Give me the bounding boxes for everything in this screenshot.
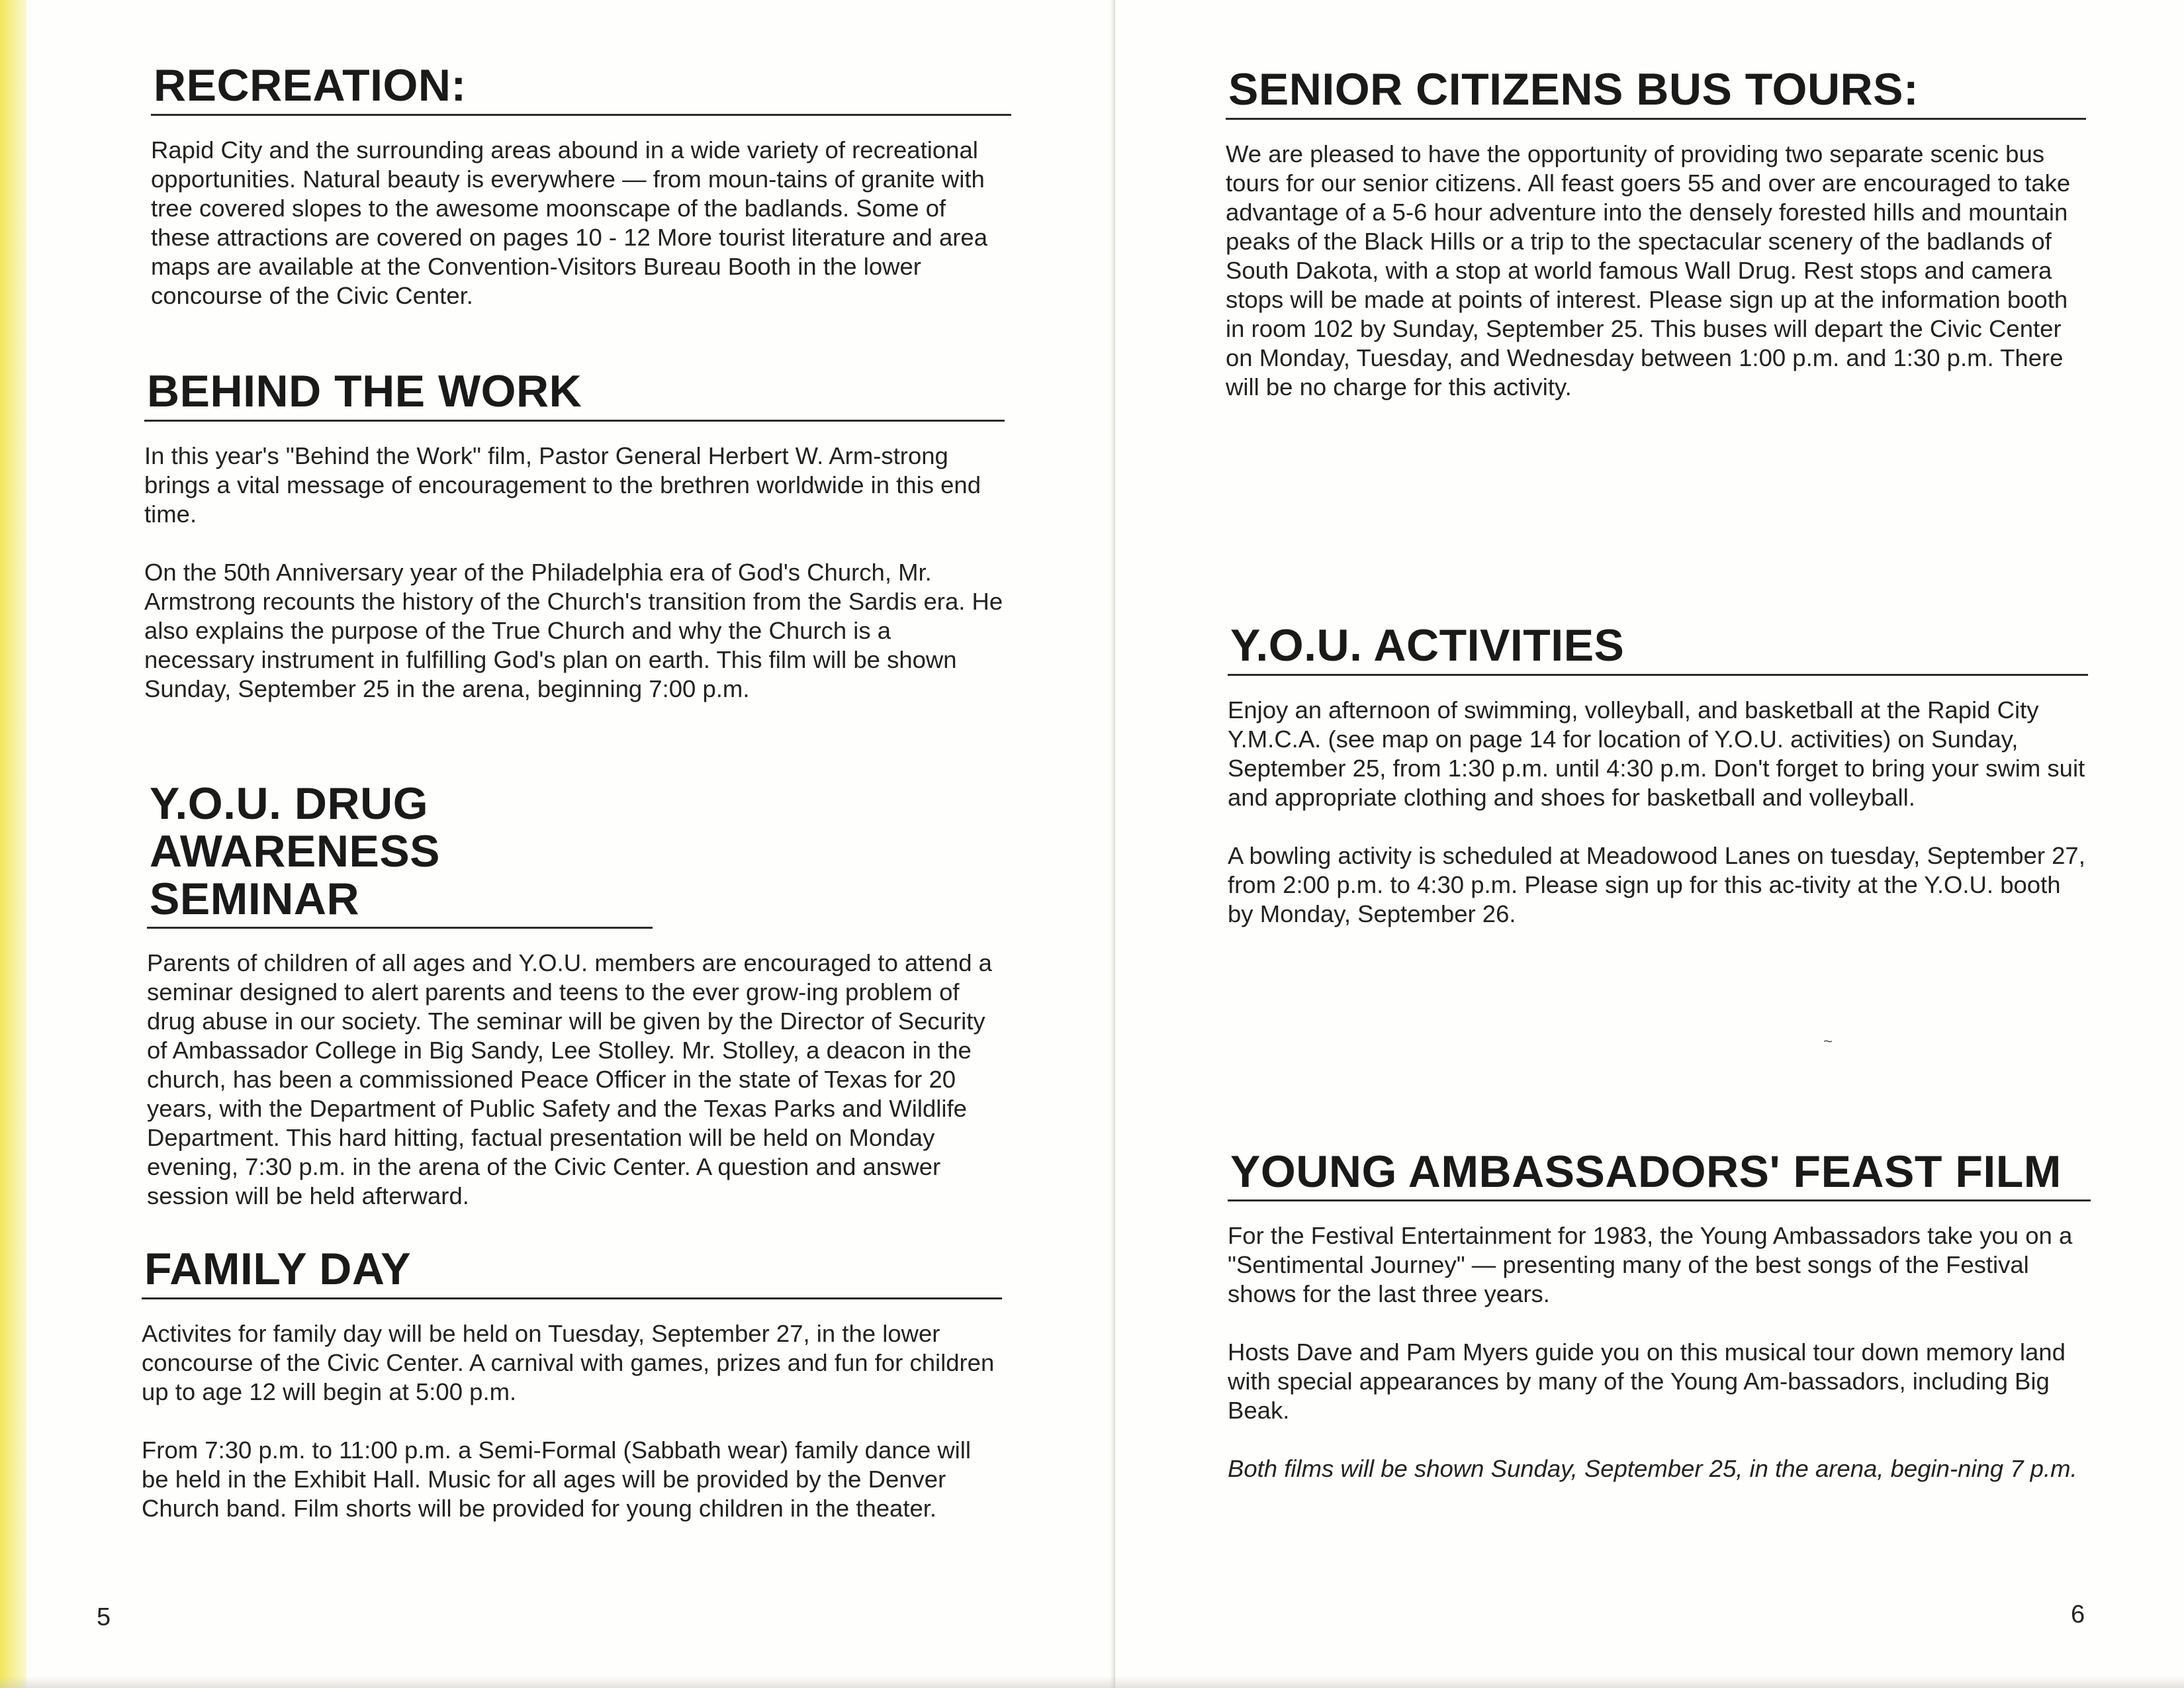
section-heading: BEHIND THE WORK [144, 367, 1005, 422]
section-paragraph: On the 50th Anniversary year of the Philadelphia era of God's Church, Mr. Armstrong recounts the history of the Church's transition from the Sardis era. He also explains the purpose of the True Church and why the Church is a necessary instrument in fulfilling God's plan on earth. This film will be shown Sunday, September 25 in the arena, beginning 7:00 p.m. [144, 559, 1003, 702]
section-drug-awareness-seminar [147, 780, 1011, 1211]
section-heading: Y.O.U. DRUG AWARENESS SEMINAR [147, 780, 653, 929]
section-paragraph: For the Festival Entertainment for 1983, the Young Ambassadors take you on a "Sentimental Journey" — presenting many of the best songs of the Festival shows for the last three years. [1228, 1222, 2073, 1307]
section-note: Both films will be shown Sunday, September 25, in the arena, begin-ning 7 p.m. [1228, 1455, 2077, 1482]
section-paragraph: A bowling activity is scheduled at Meadowood Lanes on tuesday, September 27, from 2:00 p.m. to 4:30 p.m. Please sign up for this ac-tivity at the Y.O.U. booth by Monday, September 26. [1228, 842, 2085, 927]
section-paragraph: From 7:30 p.m. to 11:00 p.m. a Semi-Formal (Sabbath wear) family dance will be held in the Exhibit Hall. Music for all ages will be provided by the Denver Church band. Film shorts will be provided for young children in the theater. [142, 1436, 971, 1522]
section-you-activities [1228, 621, 2088, 929]
section-heading: RECREATION: [151, 61, 1011, 116]
yellow-page-edge [0, 0, 26, 1688]
page-bottom-shadow [0, 1676, 2184, 1688]
section-behind-the-work [144, 367, 1005, 704]
section-paragraph: In this year's "Behind the Work" film, Pastor General Herbert W. Arm-strong brings a vital message of encouragement to the brethren worldwide in this end time. [144, 442, 981, 528]
section-senior-bus-tours [1226, 65, 2086, 402]
right-page [1115, 0, 2184, 1688]
section-paragraph: Rapid City and the surrounding areas abound in a wide variety of recreational opportunities. Natural beauty is everywhere — from moun-tains of granite with tree covered slopes to the awesome moonscape of the badlands. Some of these attractions are covered on pages 10 - 12 More tourist literature and area maps are available at the Convention-Visitors Bureau Booth in the lower concourse of the Civic Center. [151, 136, 988, 309]
section-heading: FAMILY DAY [142, 1244, 1002, 1299]
section-paragraph: We are pleased to have the opportunity of providing two separate scenic bus tours for our senior citizens. All feast goers 55 and over are encouraged to take advantage of a 5-6 hour adventure into the densely forested hills and mountain peaks of the Black Hills or a trip to the spectacular scenery of the badlands of South Dakota, with a stop at world famous Wall Drug. Rest stops and camera stops will be made at points of interest. Please sign up at the information booth in room 102 by Sunday, September 25. This buses will depart the Civic Center on Monday, Tuesday, and Wednesday between 1:00 p.m. and 1:30 p.m. There will be no charge for this activity. [1226, 140, 2071, 400]
section-heading: SENIOR CITIZENS BUS TOURS: [1226, 65, 2086, 120]
section-paragraph: Parents of children of all ages and Y.O.U. members are encouraged to attend a seminar designed to alert parents and teens to the ever grow-ing problem of drug abuse in our society. The seminar will be given by the Director of Security of Ambassador College in Big Sandy, Lee Stolley. Mr. Stolley, a deacon in the church, has been a commissioned Peace Officer in the state of Texas for 20 years, with the Department of Public Safety and the Texas Parks and Wildlife Department. This hard hitting, factual presentation will be held on Monday evening, 7:30 p.m. in the arena of the Civic Center. A question and answer session will be held afterward. [147, 949, 992, 1209]
section-heading: YOUNG AMBASSADORS' FEAST FILM [1228, 1148, 2091, 1201]
page-number: 6 [2071, 1601, 2085, 1628]
section-paragraph: Enjoy an afternoon of swimming, volleyball, and basketball at the Rapid City Y.M.C.A. (see map on page 14 for location of Y.O.U. activities) on Sunday, September 25, from 1:30 p.m. until 4:30 p.m. Don't forget to bring your swim suit and appropriate clothing and shoes for basketball and volleyball. [1228, 696, 2085, 811]
section-paragraph: Hosts Dave and Pam Myers guide you on this musical tour down memory land with special appearances by many of the Young Am-bassadors, including Big Beak. [1228, 1338, 2066, 1424]
section-recreation [151, 61, 1011, 310]
section-heading: Y.O.U. ACTIVITIES [1228, 621, 2088, 676]
section-paragraph: Activites for family day will be held on Tuesday, September 27, in the lower concourse of the Civic Center. A carnival with games, prizes and fun for children up to age 12 will begin at 5:00 p.m. [142, 1320, 995, 1405]
ink-speck: ~ [1823, 1033, 1833, 1051]
section-family-day [142, 1244, 1002, 1523]
section-young-ambassadors-film [1228, 1148, 2088, 1483]
page-number: 5 [97, 1603, 111, 1631]
